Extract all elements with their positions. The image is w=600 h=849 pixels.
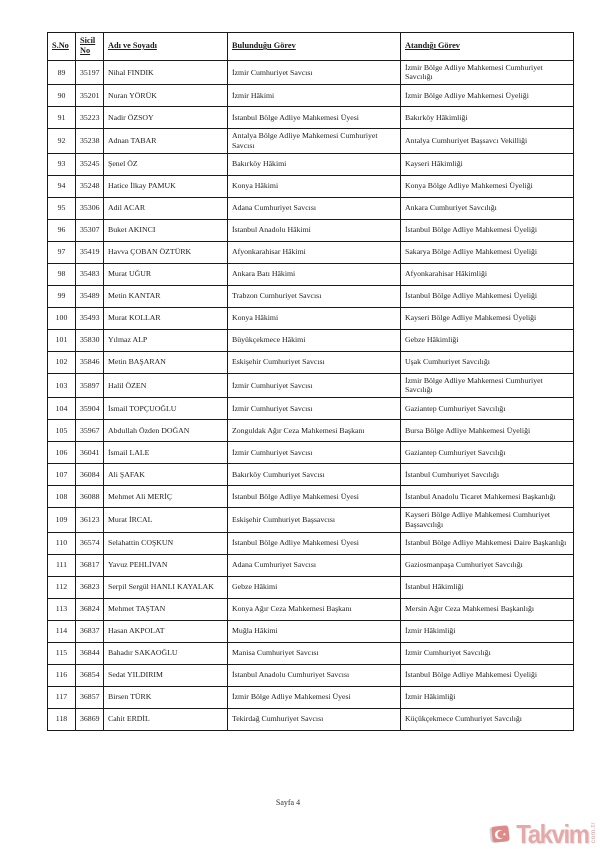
cell-serial-no: 96	[48, 219, 76, 241]
cell-assigned-position: Küçükçekmece Cumhuriyet Savcılığı	[401, 708, 574, 730]
cell-sicil-no: 35904	[76, 398, 104, 420]
watermark	[492, 818, 597, 849]
cell-sicil-no: 36574	[76, 532, 104, 554]
cell-serial-no: 105	[48, 420, 76, 442]
cell-sicil-no: 36854	[76, 664, 104, 686]
cell-sicil-no: 35245	[76, 153, 104, 175]
cell-name: Şenel ÖZ	[104, 153, 228, 175]
cell-assigned-position: Gaziantep Cumhuriyet Savcılığı	[401, 442, 574, 464]
cell-name: Nuran YÖRÜK	[104, 85, 228, 107]
watermark-suffix-text: com.tr	[590, 821, 597, 843]
cell-sicil-no: 35967	[76, 420, 104, 442]
cell-sicil-no: 35897	[76, 373, 104, 397]
cell-serial-no: 106	[48, 442, 76, 464]
cell-sicil-no: 35483	[76, 263, 104, 285]
table-row	[48, 175, 574, 197]
cell-serial-no: 90	[48, 85, 76, 107]
cell-name: Murat KOLLAR	[104, 307, 228, 329]
watermark-brand-text: Takvim	[516, 818, 589, 849]
cell-current-position: Adana Cumhuriyet Savcısı	[228, 197, 401, 219]
table-body	[48, 60, 574, 730]
table-row	[48, 420, 574, 442]
table-row	[48, 373, 574, 397]
cell-name: Mehmet Ali MERİÇ	[104, 486, 228, 508]
cell-current-position: İzmir Bölge Adliye Mahkemesi Üyesi	[228, 686, 401, 708]
cell-serial-no: 101	[48, 329, 76, 351]
cell-name: Hatice İlkay PAMUK	[104, 175, 228, 197]
cell-name: Metin BAŞARAN	[104, 351, 228, 373]
cell-assigned-position: İzmir Bölge Adliye Mahkemesi Üyeliği	[401, 85, 574, 107]
cell-serial-no: 117	[48, 686, 76, 708]
cell-serial-no: 107	[48, 464, 76, 486]
cell-name: Havva ÇOBAN ÖZTÜRK	[104, 241, 228, 263]
cell-serial-no: 99	[48, 285, 76, 307]
table-row	[48, 508, 574, 532]
cell-current-position: Trabzon Cumhuriyet Savcısı	[228, 285, 401, 307]
cell-name: Hasan AKPOLAT	[104, 620, 228, 642]
cell-serial-no: 108	[48, 486, 76, 508]
cell-serial-no: 93	[48, 153, 76, 175]
cell-sicil-no: 36041	[76, 442, 104, 464]
cell-sicil-no: 35223	[76, 107, 104, 129]
cell-current-position: Afyonkarahisar Hâkimi	[228, 241, 401, 263]
cell-current-position: Ankara Batı Hâkimi	[228, 263, 401, 285]
cell-current-position: İzmir Cumhuriyet Savcısı	[228, 373, 401, 397]
cell-assigned-position: Gaziantep Cumhuriyet Savcılığı	[401, 398, 574, 420]
table-row	[48, 664, 574, 686]
table-row	[48, 285, 574, 307]
table-row	[48, 241, 574, 263]
cell-assigned-position: İstanbul Cumhuriyet Savcılığı	[401, 464, 574, 486]
cell-assigned-position: Gaziosmanpaşa Cumhuriyet Savcılığı	[401, 554, 574, 576]
table-header-row	[48, 33, 574, 61]
cell-name: Birsen TÜRK	[104, 686, 228, 708]
cell-current-position: Manisa Cumhuriyet Savcısı	[228, 642, 401, 664]
cell-sicil-no: 36823	[76, 576, 104, 598]
cell-sicil-no: 35830	[76, 329, 104, 351]
cell-sicil-no: 35307	[76, 219, 104, 241]
cell-name: Sedat YILDIRIM	[104, 664, 228, 686]
cell-current-position: İstanbul Bölge Adliye Mahkemesi Üyesi	[228, 486, 401, 508]
cell-sicil-no: 36123	[76, 508, 104, 532]
table-row	[48, 329, 574, 351]
cell-assigned-position: Mersin Ağır Ceza Mahkemesi Başkanlığı	[401, 598, 574, 620]
table-row	[48, 442, 574, 464]
cell-serial-no: 91	[48, 107, 76, 129]
cell-name: Bahadır SAKAOĞLU	[104, 642, 228, 664]
cell-current-position: İstanbul Anadolu Cumhuriyet Savcısı	[228, 664, 401, 686]
cell-serial-no: 97	[48, 241, 76, 263]
cell-sicil-no: 36844	[76, 642, 104, 664]
cell-name: Murat İRCAL	[104, 508, 228, 532]
cell-name: Adil ACAR	[104, 197, 228, 219]
column-header-serial-no: S.No	[48, 33, 76, 61]
cell-sicil-no: 35238	[76, 129, 104, 153]
cell-assigned-position: İstanbul Bölge Adliye Mahkemesi Daire Başkanlığı	[401, 532, 574, 554]
cell-sicil-no: 35846	[76, 351, 104, 373]
table-row	[48, 398, 574, 420]
cell-current-position: Gebze Hâkimi	[228, 576, 401, 598]
cell-sicil-no: 36857	[76, 686, 104, 708]
table-row	[48, 686, 574, 708]
column-header-current-position: Bulunduğu Görev	[228, 33, 401, 61]
cell-serial-no: 116	[48, 664, 76, 686]
cell-current-position: Antalya Bölge Adliye Mahkemesi Cumhuriyet Savcısı	[228, 129, 401, 153]
cell-serial-no: 95	[48, 197, 76, 219]
cell-assigned-position: Kayseri Hâkimliği	[401, 153, 574, 175]
table-row	[48, 60, 574, 84]
cell-sicil-no: 35493	[76, 307, 104, 329]
cell-name: Murat UĞUR	[104, 263, 228, 285]
appointments-table	[47, 32, 574, 731]
cell-current-position: Zonguldak Ağır Ceza Mahkemesi Başkanı	[228, 420, 401, 442]
cell-assigned-position: İstanbul Anadolu Ticaret Mahkemesi Başkanlığı	[401, 486, 574, 508]
cell-serial-no: 111	[48, 554, 76, 576]
table-row	[48, 107, 574, 129]
cell-current-position: Muğla Hâkimi	[228, 620, 401, 642]
page-number-label: Sayfa 4	[275, 798, 301, 807]
cell-name: Buket AKINCI	[104, 219, 228, 241]
cell-name: Serpil Sergül HANLI KAYALAK	[104, 576, 228, 598]
cell-name: Abdullah Özden DOĞAN	[104, 420, 228, 442]
cell-sicil-no: 35201	[76, 85, 104, 107]
cell-name: Metin KANTAR	[104, 285, 228, 307]
cell-assigned-position: İstanbul Bölge Adliye Mahkemesi Üyeliği	[401, 285, 574, 307]
cell-name: Ali ŞAFAK	[104, 464, 228, 486]
table-row	[48, 85, 574, 107]
cell-serial-no: 109	[48, 508, 76, 532]
cell-name: Yavuz PEHLİVAN	[104, 554, 228, 576]
table-row	[48, 129, 574, 153]
cell-sicil-no: 36837	[76, 620, 104, 642]
cell-serial-no: 92	[48, 129, 76, 153]
table-row	[48, 197, 574, 219]
column-header-assigned-position: Atandığı Görev	[401, 33, 574, 61]
cell-sicil-no: 35489	[76, 285, 104, 307]
cell-current-position: Konya Hâkimi	[228, 307, 401, 329]
table-row	[48, 532, 574, 554]
cell-sicil-no: 35419	[76, 241, 104, 263]
table-row	[48, 219, 574, 241]
cell-sicil-no: 35197	[76, 60, 104, 84]
cell-current-position: İzmir Cumhuriyet Savcısı	[228, 60, 401, 84]
cell-assigned-position: Gebze Hâkimliği	[401, 329, 574, 351]
cell-serial-no: 89	[48, 60, 76, 84]
cell-name: Halil ÖZEN	[104, 373, 228, 397]
cell-assigned-position: İzmir Bölge Adliye Mahkemesi Cumhuriyet Savcılığı	[401, 373, 574, 397]
cell-current-position: İstanbul Bölge Adliye Mahkemesi Üyesi	[228, 532, 401, 554]
cell-assigned-position: Antalya Cumhuriyet Başsavcı Vekilliği	[401, 129, 574, 153]
cell-current-position: Bakırköy Cumhuriyet Savcısı	[228, 464, 401, 486]
cell-serial-no: 103	[48, 373, 76, 397]
table-row	[48, 153, 574, 175]
cell-serial-no: 112	[48, 576, 76, 598]
cell-serial-no: 110	[48, 532, 76, 554]
cell-serial-no: 104	[48, 398, 76, 420]
cell-name: İsmail TOPÇUOĞLU	[104, 398, 228, 420]
cell-current-position: İzmir Hâkimi	[228, 85, 401, 107]
table-row	[48, 576, 574, 598]
table-row	[48, 351, 574, 373]
table-row	[48, 464, 574, 486]
cell-assigned-position: İzmir Hâkimliği	[401, 620, 574, 642]
cell-current-position: İstanbul Bölge Adliye Mahkemesi Üyesi	[228, 107, 401, 129]
cell-sicil-no: 36088	[76, 486, 104, 508]
table-row	[48, 708, 574, 730]
cell-assigned-position: İstanbul Hâkimliği	[401, 576, 574, 598]
cell-name: Mehmet TAŞTAN	[104, 598, 228, 620]
cell-serial-no: 114	[48, 620, 76, 642]
cell-assigned-position: Konya Bölge Adliye Mahkemesi Üyeliği	[401, 175, 574, 197]
table-row	[48, 598, 574, 620]
cell-current-position: İzmir Cumhuriyet Savcısı	[228, 398, 401, 420]
table-row	[48, 620, 574, 642]
table-row	[48, 554, 574, 576]
cell-serial-no: 94	[48, 175, 76, 197]
cell-sicil-no: 36869	[76, 708, 104, 730]
cell-assigned-position: İstanbul Bölge Adliye Mahkemesi Üyeliği	[401, 664, 574, 686]
cell-assigned-position: Afyonkarahisar Hâkimliği	[401, 263, 574, 285]
cell-current-position: İstanbul Anadolu Hâkimi	[228, 219, 401, 241]
cell-assigned-position: Ankara Cumhuriyet Savcılığı	[401, 197, 574, 219]
column-header-name: Adı ve Soyadı	[104, 33, 228, 61]
cell-sicil-no: 35248	[76, 175, 104, 197]
table-row	[48, 307, 574, 329]
cell-name: İsmail LALE	[104, 442, 228, 464]
cell-sicil-no: 36824	[76, 598, 104, 620]
cell-serial-no: 102	[48, 351, 76, 373]
cell-assigned-position: Bakırköy Hâkimliği	[401, 107, 574, 129]
cell-assigned-position: İzmir Bölge Adliye Mahkemesi Cumhuriyet Savcılığı	[401, 60, 574, 84]
crescent-star-icon	[492, 825, 511, 843]
cell-assigned-position: İstanbul Bölge Adliye Mahkemesi Üyeliği	[401, 219, 574, 241]
cell-assigned-position: Kayseri Bölge Adliye Mahkemesi Üyeliği	[401, 307, 574, 329]
cell-name: Yılmaz ALP	[104, 329, 228, 351]
cell-serial-no: 115	[48, 642, 76, 664]
cell-name: Cahit ERDİL	[104, 708, 228, 730]
cell-serial-no: 100	[48, 307, 76, 329]
cell-current-position: Büyükçekmece Hâkimi	[228, 329, 401, 351]
cell-assigned-position: Kayseri Bölge Adliye Mahkemesi Cumhuriyet Başsavcılığı	[401, 508, 574, 532]
cell-assigned-position: Bursa Bölge Adliye Mahkemesi Üyeliği	[401, 420, 574, 442]
cell-assigned-position: Uşak Cumhuriyet Savcılığı	[401, 351, 574, 373]
cell-sicil-no: 36817	[76, 554, 104, 576]
cell-current-position: Eskişehir Cumhuriyet Savcısı	[228, 351, 401, 373]
cell-current-position: Adana Cumhuriyet Savcısı	[228, 554, 401, 576]
cell-assigned-position: İzmir Hâkimliği	[401, 686, 574, 708]
cell-assigned-position: İzmir Cumhuriyet Savcılığı	[401, 642, 574, 664]
cell-serial-no: 98	[48, 263, 76, 285]
table-row	[48, 642, 574, 664]
cell-current-position: Bakırköy Hâkimi	[228, 153, 401, 175]
cell-sicil-no: 35306	[76, 197, 104, 219]
cell-current-position: İzmir Cumhuriyet Savcısı	[228, 442, 401, 464]
table-row	[48, 263, 574, 285]
cell-current-position: Konya Ağır Ceza Mahkemesi Başkanı	[228, 598, 401, 620]
cell-current-position: Tekirdağ Cumhuriyet Savcısı	[228, 708, 401, 730]
cell-serial-no: 118	[48, 708, 76, 730]
cell-sicil-no: 36084	[76, 464, 104, 486]
column-header-sicil-no: Sicil No	[76, 33, 104, 61]
cell-name: Adnan TABAR	[104, 129, 228, 153]
cell-current-position: Eskişehir Cumhuriyet Başsavcısı	[228, 508, 401, 532]
table-row	[48, 486, 574, 508]
cell-assigned-position: Sakarya Bölge Adliye Mahkemesi Üyeliği	[401, 241, 574, 263]
cell-current-position: Konya Hâkimi	[228, 175, 401, 197]
cell-serial-no: 113	[48, 598, 76, 620]
cell-name: Nihal FINDIK	[104, 60, 228, 84]
page-number	[0, 798, 600, 807]
cell-name: Nadir ÖZSOY	[104, 107, 228, 129]
cell-name: Selahattin COŞKUN	[104, 532, 228, 554]
